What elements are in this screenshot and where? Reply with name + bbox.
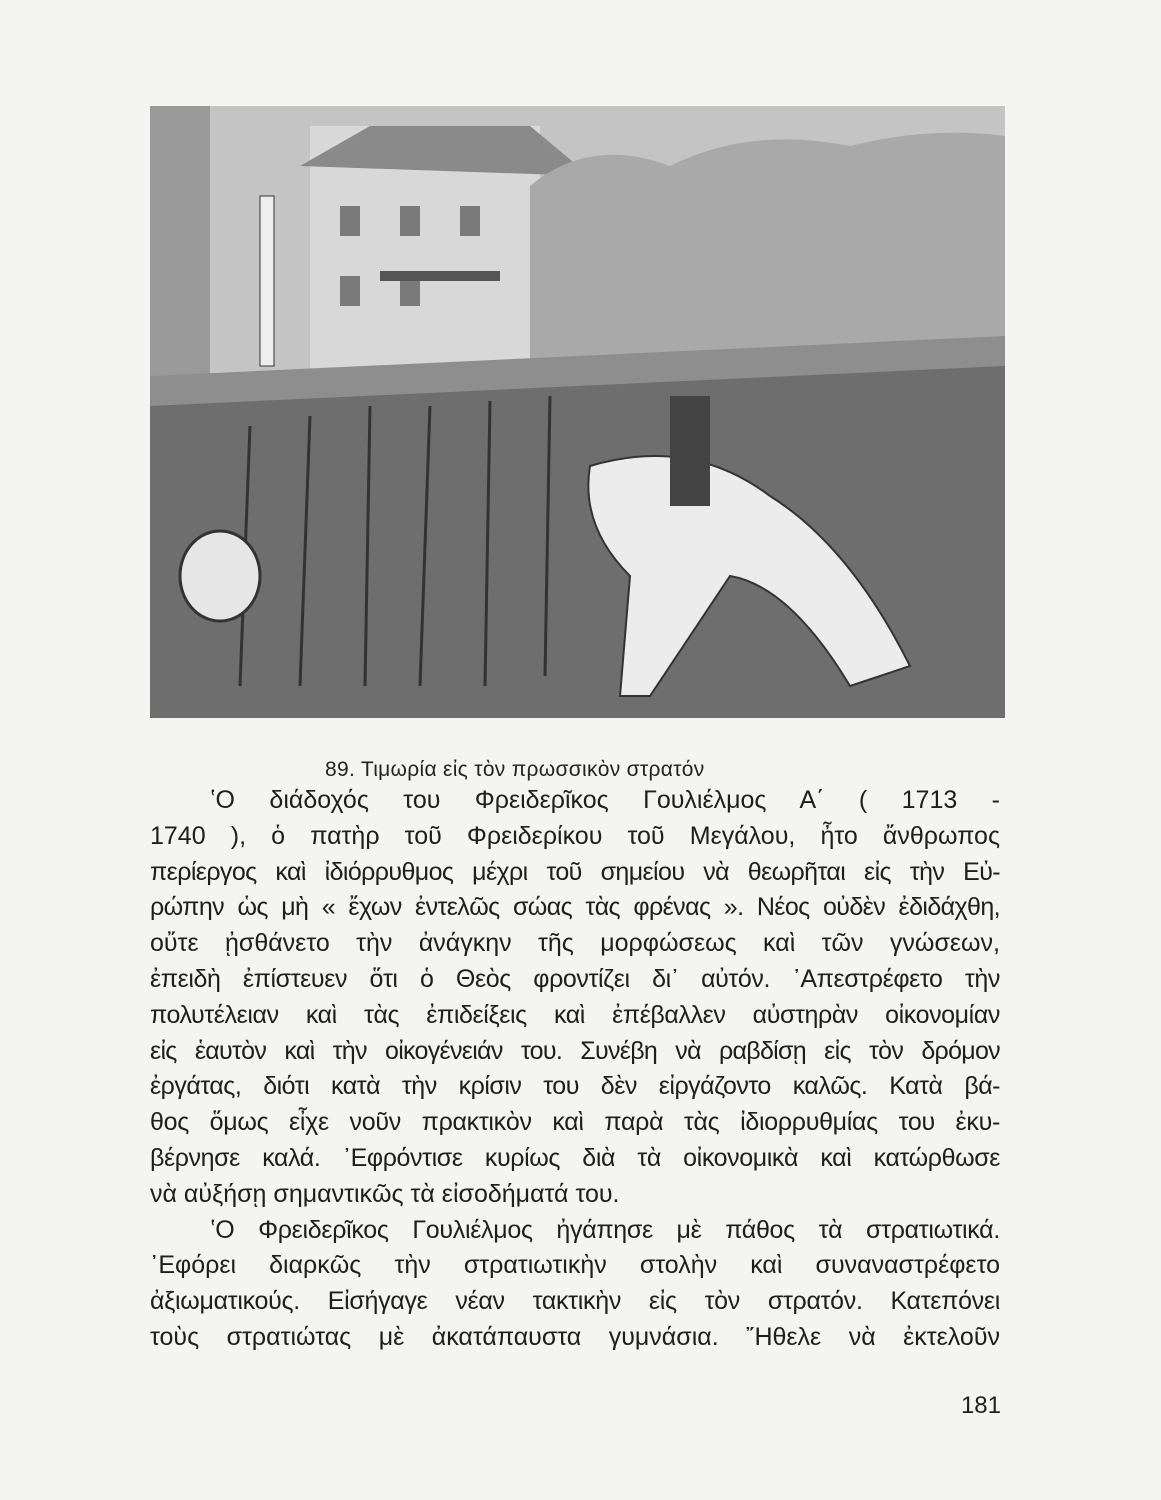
text-line: τοὺς στρατιώτας μὲ ἀκατάπαυστα γυμνάσια. ῎Ηθελε νὰ ἐκτελοῦν [150, 1322, 1000, 1351]
figure-caption: 89. Τιμωρία εἰς τὸν πρωσσικὸν στρατόν [325, 758, 705, 781]
text-line: ᾿Εφόρει διαρκῶς τὴν στρατιωτικὴν στολὴν καὶ συναναστρέφετο [150, 1251, 1000, 1280]
text-line: θος ὅμως εἶχε νοῦν πρακτικὸν καὶ παρὰ τὰς ἰδιορρυθμίας του ἐκυ- [150, 1108, 1000, 1137]
text-line: εἰς ἑαυτὸν καὶ τὴν οἰκογένειάν του. Συνέβη νὰ ραβδίσῃ εἰς τὸν δρόμον [150, 1036, 1000, 1065]
text-line: ʽΟ Φρειδερῖκος Γουλιέλμος ἠγάπησε μὲ πάθος τὰ στρατιωτικά. [210, 1215, 1000, 1244]
text-line: ἐργάτας, διότι κατὰ τὴν κρίσιν του δὲν εἰργάζοντο καλῶς. Κατὰ βά- [150, 1072, 1000, 1101]
text-line: 1740 ), ὁ πατὴρ τοῦ Φρειδερίκου τοῦ Μεγάλου, ἦτο ἄνθρωπος [150, 821, 1000, 850]
engraving-illustration [150, 106, 1005, 718]
text-line: ʽΟ διάδοχός του Φρειδερῖκος Γουλιέλμος Α΄ ( 1713 - [210, 786, 1000, 814]
text-line: οὔτε ᾐσθάνετο τὴν ἀνάγκην τῆς μορφώσεως καὶ τῶν γνώσεων, [150, 929, 1000, 958]
paragraph-1 [150, 783, 1000, 1213]
text-line: περίεργος καὶ ἰδιόρρυθμος μέχρι τοῦ σημείου νὰ θεωρῆται εἰς τὴν Εὐ- [150, 857, 1000, 886]
engraving-drawing [150, 106, 1005, 718]
text-line: ἐπειδὴ ἐπίστευεν ὅτι ὁ Θεὸς φροντίζει δι᾽ αὐτόν. ᾿Απεστρέφετο τὴν [150, 964, 1000, 993]
text-line: βέρνησε καλά. ᾿Εφρόντισε κυρίως διὰ τὰ οἰκονομικὰ καὶ κατώρθωσε [150, 1143, 1000, 1172]
text-line: νὰ αὐξήσῃ σημαντικῶς τὰ εἰσοδήματά του. [150, 1179, 620, 1208]
paragraph-2 [150, 1213, 1000, 1356]
body-text [150, 783, 1000, 1356]
text-line: ἀξιωματικούς. Εἰσήγαγε νέαν τακτικὴν εἰς τὸν στρατόν. Κατεπόνει [150, 1287, 1000, 1316]
page-number: 181 [960, 1392, 1001, 1419]
text-line: ρώπην ὡς μὴ « ἔχων ἐντελῶς σώας τὰς φρένας ». Νέος οὐδὲν ἐδιδάχθη, [150, 893, 1000, 922]
text-line: πολυτέλειαν καὶ τὰς ἐπιδείξεις καὶ ἐπέβαλλεν αὐστηρὰν οἰκονομίαν [150, 1000, 1000, 1029]
